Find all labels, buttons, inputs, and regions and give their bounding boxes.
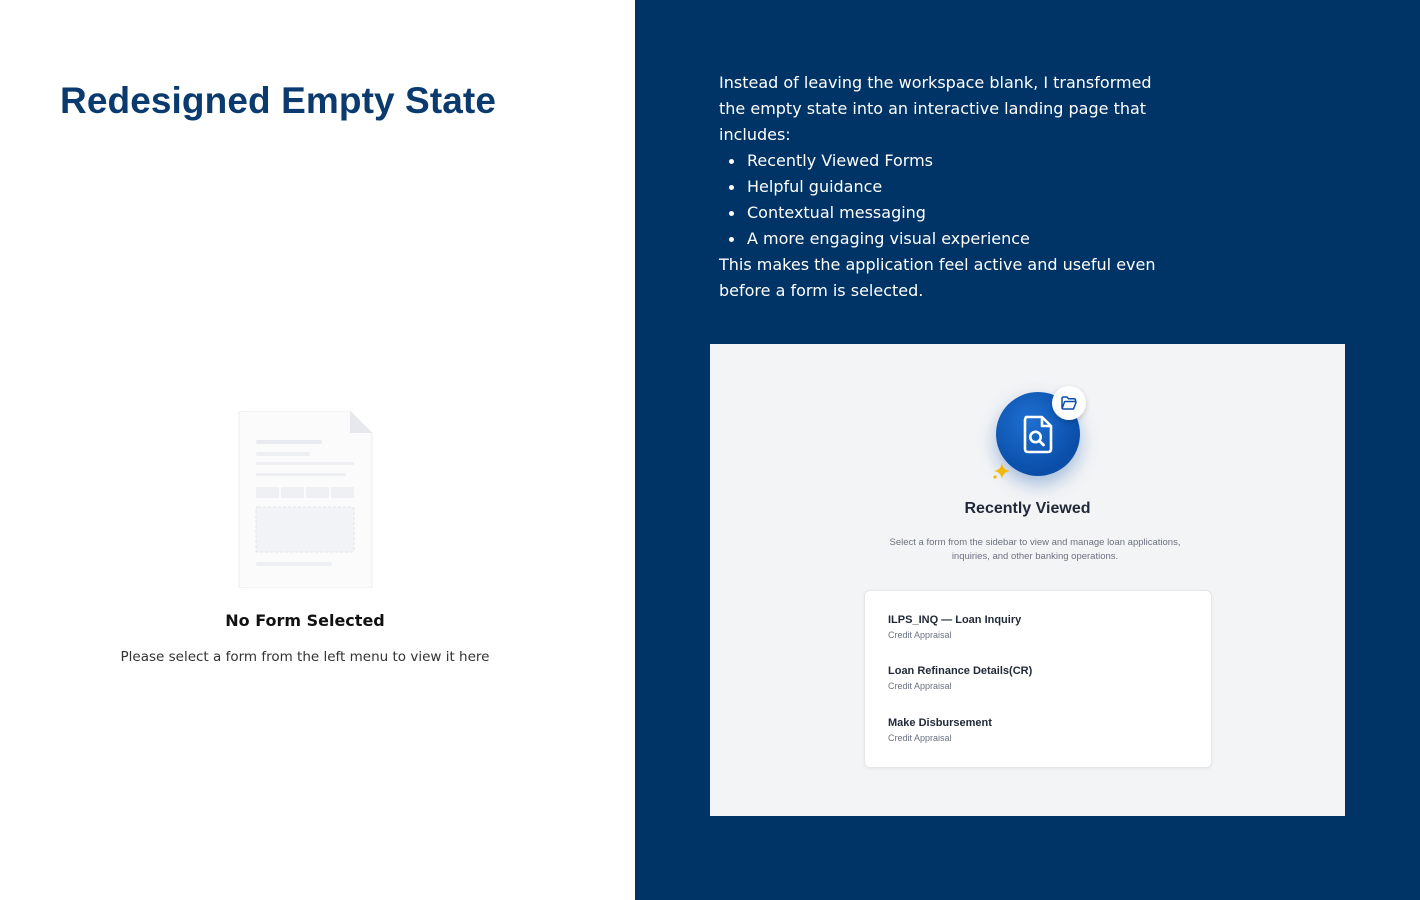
recent-form-item[interactable] <box>888 665 1032 691</box>
recent-form-category: Credit Appraisal <box>888 733 952 743</box>
empty-state-mockup <box>710 344 1345 816</box>
recently-viewed-title: Recently Viewed <box>964 500 1091 517</box>
feature-item: Helpful guidance <box>729 174 1159 200</box>
recent-form-item[interactable] <box>888 717 992 743</box>
feature-list <box>719 148 1159 252</box>
no-form-heading: No Form Selected <box>225 611 385 630</box>
recent-form-category: Credit Appraisal <box>888 681 952 691</box>
sparkle-icon <box>992 462 1014 484</box>
left-panel <box>0 0 635 900</box>
document-placeholder-icon <box>238 411 373 588</box>
description-outro: This makes the application feel active and useful even before a form is selected. <box>719 255 1156 300</box>
feature-item: Contextual messaging <box>729 200 1159 226</box>
description <box>719 70 1159 304</box>
feature-item: A more engaging visual experience <box>729 226 1159 252</box>
page-title: Redesigned Empty State <box>60 80 497 121</box>
recent-form-name: Loan Refinance Details(CR) <box>888 665 1033 677</box>
right-panel <box>635 0 1420 900</box>
recent-form-category: Credit Appraisal <box>888 630 952 640</box>
description-intro: Instead of leaving the workspace blank, I transformed the empty state into an interactive landing page that includes: <box>719 73 1152 144</box>
recent-form-item[interactable] <box>888 614 1021 640</box>
recent-form-name: Make Disbursement <box>888 717 992 729</box>
no-form-subtext: Please select a form from the left menu to view it here <box>120 649 490 665</box>
feature-item: Recently Viewed Forms <box>729 148 1159 174</box>
recent-forms-card <box>864 590 1212 768</box>
recent-form-name: ILPS_INQ — Loan Inquiry <box>888 614 1022 626</box>
recently-viewed-subtitle: Select a form from the sidebar to view and manage loan applications, inquiries, and other banking operations. <box>889 537 1181 562</box>
folder-icon <box>1052 386 1086 420</box>
